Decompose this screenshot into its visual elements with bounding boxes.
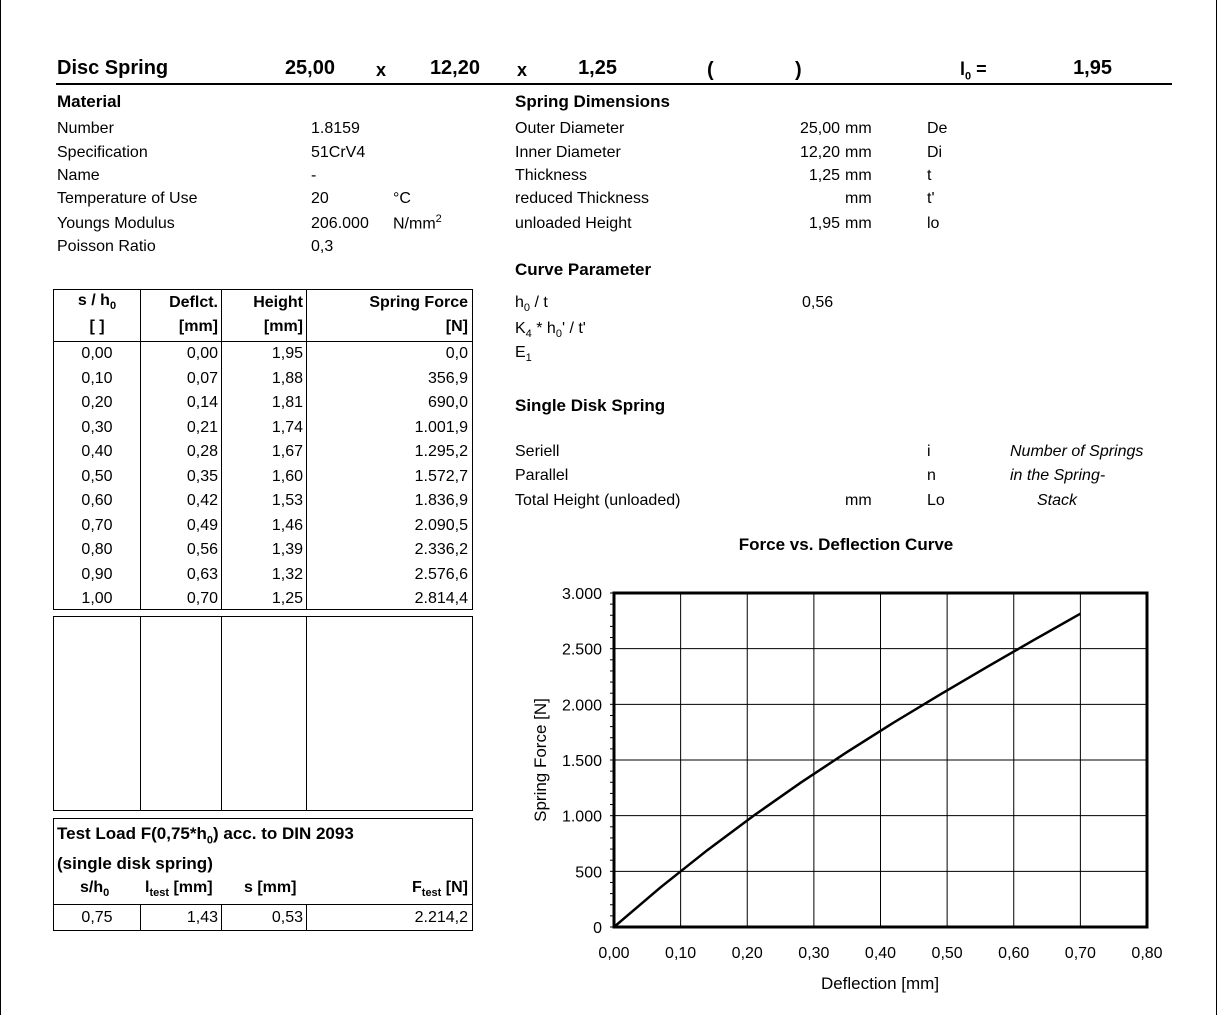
cell-s-h0: 0,80 — [81, 541, 113, 559]
single-row-symbol: Lo — [927, 492, 945, 509]
dimension-value: 1,95 — [808, 215, 840, 232]
cell-force: 356,9 — [427, 369, 468, 387]
x-tick-label: 0,20 — [731, 945, 763, 962]
header-paren-open: ( — [707, 59, 714, 81]
dimension-value: 1,25 — [808, 167, 840, 184]
single-row-note: Number of Springs — [1010, 443, 1144, 460]
cell-force: 2.090,5 — [414, 516, 468, 534]
dimension-unit: mm — [845, 167, 872, 184]
y-tick-label: 1.500 — [561, 753, 602, 770]
header-x-separator: x — [517, 60, 528, 80]
chart-grid — [614, 593, 1147, 927]
material-value: 206.000 — [311, 215, 369, 232]
dimension-label: Thickness — [515, 167, 588, 184]
page-title: Disc Spring — [57, 57, 169, 79]
test-value-f-test: 2.214,2 — [414, 909, 468, 926]
material-value: - — [311, 167, 317, 184]
material-label: Specification — [57, 144, 148, 161]
cell-s-h0: 0,50 — [81, 467, 113, 485]
col-header-s-over-h0: s / $h_0$ — [77, 292, 117, 313]
material-label: Number — [57, 120, 114, 137]
cell-s-h0: 1,00 — [81, 590, 113, 608]
cell-height: 1,39 — [271, 541, 303, 559]
dimension-label: Outer Diameter — [515, 120, 625, 137]
test-value-l-test: 1,43 — [186, 909, 218, 926]
cell-force: 0,0 — [445, 345, 468, 363]
x-tick-label: 0,00 — [598, 945, 630, 962]
cell-height: 1,81 — [271, 394, 303, 412]
cell-s-h0: 0,00 — [81, 345, 113, 363]
col-header-spring-force: Spring Force — [369, 294, 468, 311]
cell-force: 2.814,4 — [414, 590, 468, 608]
material-value: 51CrV4 — [311, 144, 366, 161]
single-row-note: Stack — [1037, 492, 1078, 509]
dimension-symbol: Di — [927, 144, 943, 161]
cell-height: 1,88 — [271, 369, 303, 387]
cell-deflection: 0,49 — [186, 516, 218, 534]
y-tick-label: 500 — [575, 864, 602, 882]
x-tick-labels — [598, 945, 1162, 962]
cell-deflection: 0,00 — [186, 345, 218, 363]
col-unit-height: [mm] — [263, 318, 303, 335]
dimension-symbol: t — [927, 167, 932, 184]
single-row-label: Total Height (unloaded) — [515, 492, 681, 509]
test-col-l-test: $l_{test}$ [mm] — [145, 879, 213, 900]
material-value: 1.8159 — [311, 120, 360, 137]
e1-label: $E_1$ — [515, 344, 532, 365]
header-l0-value: 1,95 — [1073, 57, 1112, 79]
test-value-s-h0: 0,75 — [81, 909, 113, 926]
cell-s-h0: 0,40 — [81, 443, 113, 461]
cell-force: 1.836,9 — [414, 492, 468, 510]
dimension-symbol: lo — [927, 215, 940, 232]
cell-height: 1,60 — [271, 467, 303, 485]
single-row-symbol: i — [927, 443, 931, 460]
cell-deflection: 0,56 — [186, 541, 218, 559]
y-tick-labels — [562, 586, 602, 937]
header-x-separator: x — [376, 60, 387, 80]
test-value-s: 0,53 — [271, 909, 303, 926]
col-header-deflection: Deflct. — [169, 294, 218, 311]
chart-title: Force vs. Deflection Curve — [738, 535, 954, 554]
dimension-unit: mm — [845, 215, 872, 232]
y-tick-label: 3.000 — [561, 586, 602, 603]
cell-s-h0: 0,90 — [81, 565, 113, 583]
cell-height: 1,67 — [271, 443, 303, 461]
h0-over-t-value: 0,56 — [802, 294, 834, 311]
header-inner-diameter: 12,20 — [429, 57, 480, 79]
x-tick-label: 0,40 — [864, 945, 897, 962]
cell-deflection: 0,21 — [186, 418, 218, 436]
single-row-label: Parallel — [515, 467, 569, 484]
dimension-unit: mm — [845, 190, 872, 207]
header-paren-close: ) — [795, 59, 802, 81]
dimension-label: Inner Diameter — [515, 144, 621, 161]
cell-force: 2.576,6 — [414, 565, 468, 583]
test-col-s: s [mm] — [244, 879, 297, 896]
single-disk-heading: Single Disk Spring — [515, 396, 666, 415]
material-label: Name — [57, 167, 100, 184]
cell-height: 1,46 — [271, 516, 303, 534]
y-tick-label: 2.500 — [561, 641, 602, 659]
cell-deflection: 0,70 — [186, 590, 218, 608]
x-tick-label: 0,10 — [665, 945, 697, 962]
h0-over-t-label: $h_0$ / t — [515, 294, 548, 315]
col-header-height: Height — [253, 294, 303, 311]
cell-deflection: 0,63 — [186, 565, 218, 583]
y-axis-label: Spring Force [N] — [531, 698, 550, 822]
dimension-symbol: De — [927, 120, 948, 137]
material-label: Poisson Ratio — [57, 238, 156, 255]
material-label: Temperature of Use — [57, 190, 198, 207]
x-tick-label: 0,50 — [931, 945, 963, 962]
y-tick-label: 1.000 — [561, 808, 602, 826]
header-l0-label: $l_0$ = — [960, 59, 987, 83]
x-tick-label: 0,30 — [798, 945, 830, 962]
x-tick-label: 0,80 — [1131, 945, 1163, 962]
cell-s-h0: 0,20 — [81, 394, 113, 412]
cell-height: 1,74 — [271, 418, 303, 436]
cell-height: 1,95 — [271, 345, 303, 363]
col-unit-spring-force: [N] — [445, 318, 468, 335]
cell-deflection: 0,07 — [186, 369, 218, 387]
cell-force: 690,0 — [427, 394, 468, 412]
cell-deflection: 0,14 — [186, 394, 218, 412]
x-axis-label: Deflection [mm] — [820, 974, 940, 993]
dimension-unit: mm — [845, 120, 872, 137]
y-tick-label: 0 — [593, 920, 602, 937]
dimension-value: 12,20 — [799, 144, 840, 161]
cell-force: 2.336,2 — [414, 541, 468, 559]
cell-height: 1,32 — [271, 565, 303, 583]
material-heading: Material — [57, 92, 122, 111]
dimension-value: 25,00 — [799, 120, 840, 137]
material-label: Youngs Modulus — [57, 215, 175, 232]
material-unit: $N/mm^2$ — [393, 213, 442, 233]
material-value: 0,3 — [311, 238, 334, 255]
test-load-title: Test Load $F(0,75*h_0)$ acc. to DIN 2093 — [57, 824, 354, 847]
x-tick-label: 0,60 — [998, 945, 1030, 962]
material-value: 20 — [311, 190, 329, 207]
test-col-s-h0: $s/h_0$ — [80, 879, 110, 900]
y-tick-label: 2.000 — [561, 697, 602, 715]
single-row-unit: mm — [845, 492, 872, 509]
test-load-subtitle: (single disk spring) — [57, 854, 213, 873]
dimension-unit: mm — [845, 144, 872, 161]
cell-s-h0: 0,70 — [81, 516, 113, 534]
single-row-symbol: n — [927, 467, 936, 484]
single-row-note: in the Spring- — [1010, 467, 1106, 484]
cell-force: 1.295,2 — [414, 443, 468, 461]
x-tick-label: 0,70 — [1064, 945, 1096, 962]
cell-s-h0: 0,30 — [81, 418, 113, 436]
dimensions-heading: Spring Dimensions — [515, 92, 670, 111]
cell-deflection: 0,28 — [186, 443, 218, 461]
cell-deflection: 0,35 — [186, 467, 218, 485]
k4-label: $K_4 * h_0'$ / t' — [515, 320, 586, 341]
cell-force: 1.001,9 — [414, 418, 468, 436]
single-row-label: Seriell — [515, 443, 560, 460]
cell-s-h0: 0,60 — [81, 492, 113, 510]
col-unit-s-over-h0: [ ] — [89, 318, 105, 335]
dimension-label: reduced Thickness — [515, 190, 649, 207]
cell-deflection: 0,42 — [186, 492, 218, 510]
dimension-label: unloaded Height — [515, 215, 632, 232]
series-line-spring-force — [614, 614, 1080, 927]
header-thickness: 1,25 — [578, 57, 617, 79]
cell-s-h0: 0,10 — [81, 369, 113, 387]
cell-force: 1.572,7 — [414, 467, 468, 485]
test-col-f-test: $F_{test}$ [N] — [412, 879, 468, 900]
material-unit: °C — [393, 190, 411, 207]
header-outer-diameter: 25,00 — [284, 57, 335, 79]
curve-parameter-heading: Curve Parameter — [515, 260, 652, 279]
cell-height: 1,25 — [271, 590, 303, 608]
col-unit-deflection: [mm] — [178, 318, 218, 335]
dimension-symbol: t' — [927, 190, 935, 207]
cell-height: 1,53 — [271, 492, 303, 510]
